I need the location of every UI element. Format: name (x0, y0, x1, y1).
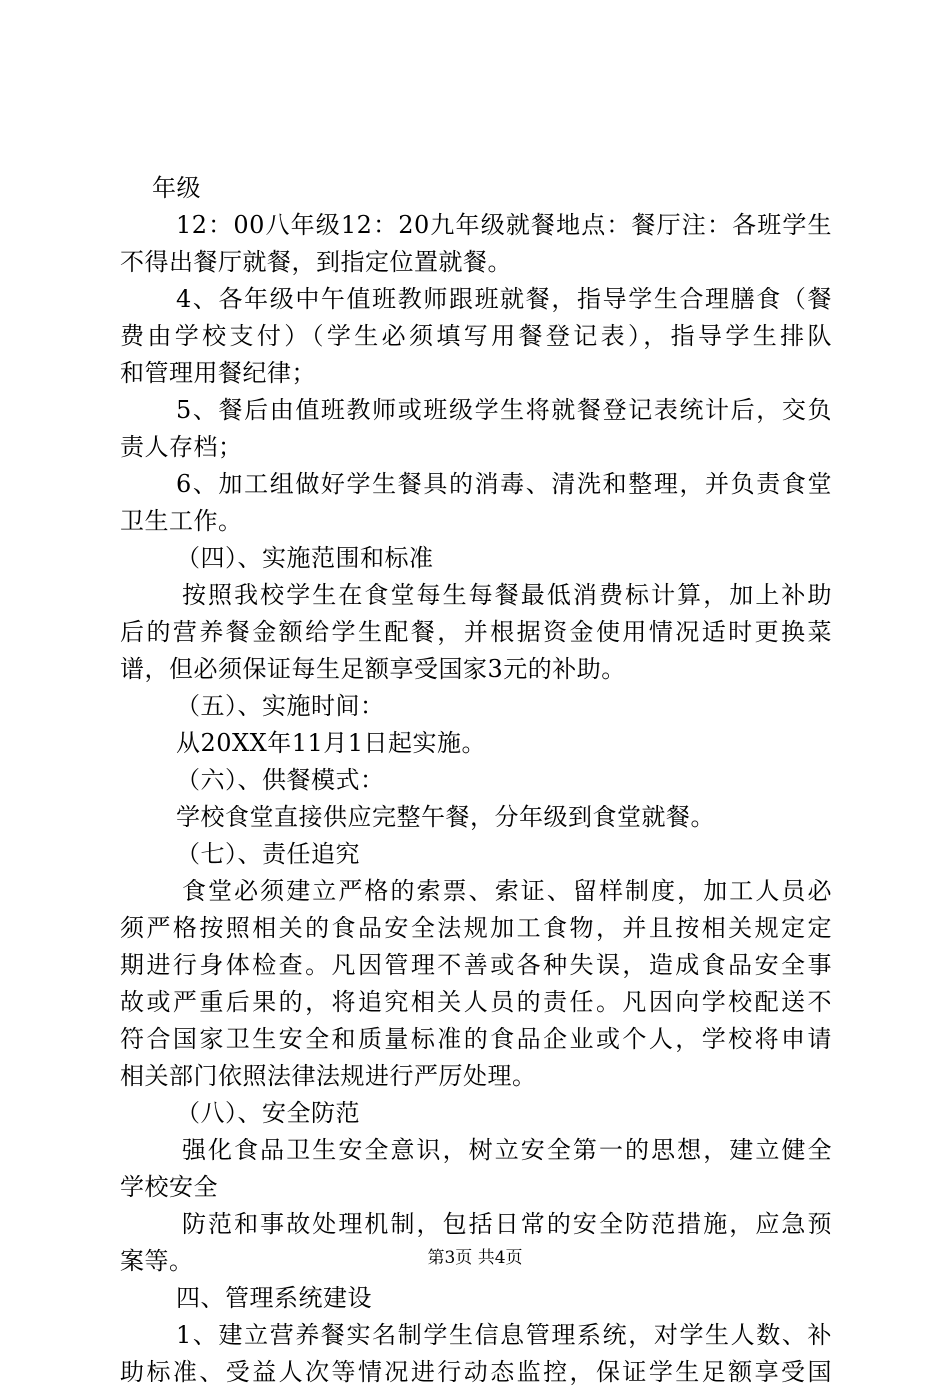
text-line: 期进行身体检查。凡因管理不善或各种失误，造成食品安全事 (120, 951, 832, 979)
text-line: 年级 (152, 174, 201, 202)
text-line: 从20XX年11月1日起实施。 (176, 729, 487, 757)
text-line: 费由学校支付）（学生必须填写用餐登记表），指导学生排队 (120, 322, 832, 350)
text-line: （六）、供餐模式： (176, 766, 385, 794)
text-line: 符合国家卫生安全和质量标准的食品企业或个人，学校将申请 (120, 1025, 832, 1053)
text-line: 按照我校学生在食堂每生每餐最低消费标计算，加上补助 (182, 581, 832, 609)
text-line: （五）、实施时间： (176, 692, 385, 720)
text-line: 谱，但必须保证每生足额享受国家3元的补助。 (120, 655, 626, 683)
text-line: 防范和事故处理机制，包括日常的安全防范措施，应急预 (182, 1210, 832, 1238)
text-line: 1、建立营养餐实名制学生信息管理系统，对学生人数、补 (176, 1321, 832, 1349)
text-line: （八）、安全防范 (176, 1099, 360, 1127)
text-line: 助标准、受益人次等情况进行动态监控，保证学生足额享受国 (120, 1358, 832, 1386)
text-line: 6、加工组做好学生餐具的消毒、清洗和整理，并负责食堂 (176, 470, 832, 498)
text-line: 卫生工作。 (120, 507, 243, 535)
text-line: 责人存档； (120, 433, 243, 461)
text-line: 学校安全 (120, 1173, 218, 1201)
text-line: 后的营养餐金额给学生配餐，并根据资金使用情况适时更换菜 (120, 618, 832, 646)
text-line: 须严格按照相关的食品安全法规加工食物，并且按相关规定定 (120, 914, 832, 942)
text-line: 不得出餐厅就餐，到指定位置就餐。 (120, 248, 512, 276)
text-line: 和管理用餐纪律； (120, 359, 316, 387)
text-line: 故或严重后果的，将追究相关人员的责任。凡因向学校配送不 (120, 988, 832, 1016)
text-line: （七）、责任追究 (176, 840, 360, 868)
text-line: 12：00八年级12：20九年级就餐地点：餐厅注：各班学生 (176, 211, 832, 239)
text-line: 5、餐后由值班教师或班级学生将就餐登记表统计后，交负 (176, 396, 832, 424)
page-footer: 第3页 共4页 (427, 1248, 523, 1268)
text-line: 四、管理系统建设 (176, 1284, 372, 1312)
text-line: （四）、实施范围和标准 (176, 544, 434, 572)
text-line: 4、各年级中午值班教师跟班就餐，指导学生合理膳食（餐 (176, 285, 832, 313)
document-body (120, 170, 832, 1391)
text-line: 学校食堂直接供应完整午餐，分年级到食堂就餐。 (176, 803, 715, 831)
text-line: 相关部门依照法律法规进行严厉处理。 (120, 1062, 537, 1090)
text-line: 强化食品卫生安全意识，树立安全第一的思想，建立健全 (182, 1136, 832, 1164)
text-line: 食堂必须建立严格的索票、索证、留样制度，加工人员必 (182, 877, 832, 905)
text-line: 案等。 (120, 1247, 194, 1275)
